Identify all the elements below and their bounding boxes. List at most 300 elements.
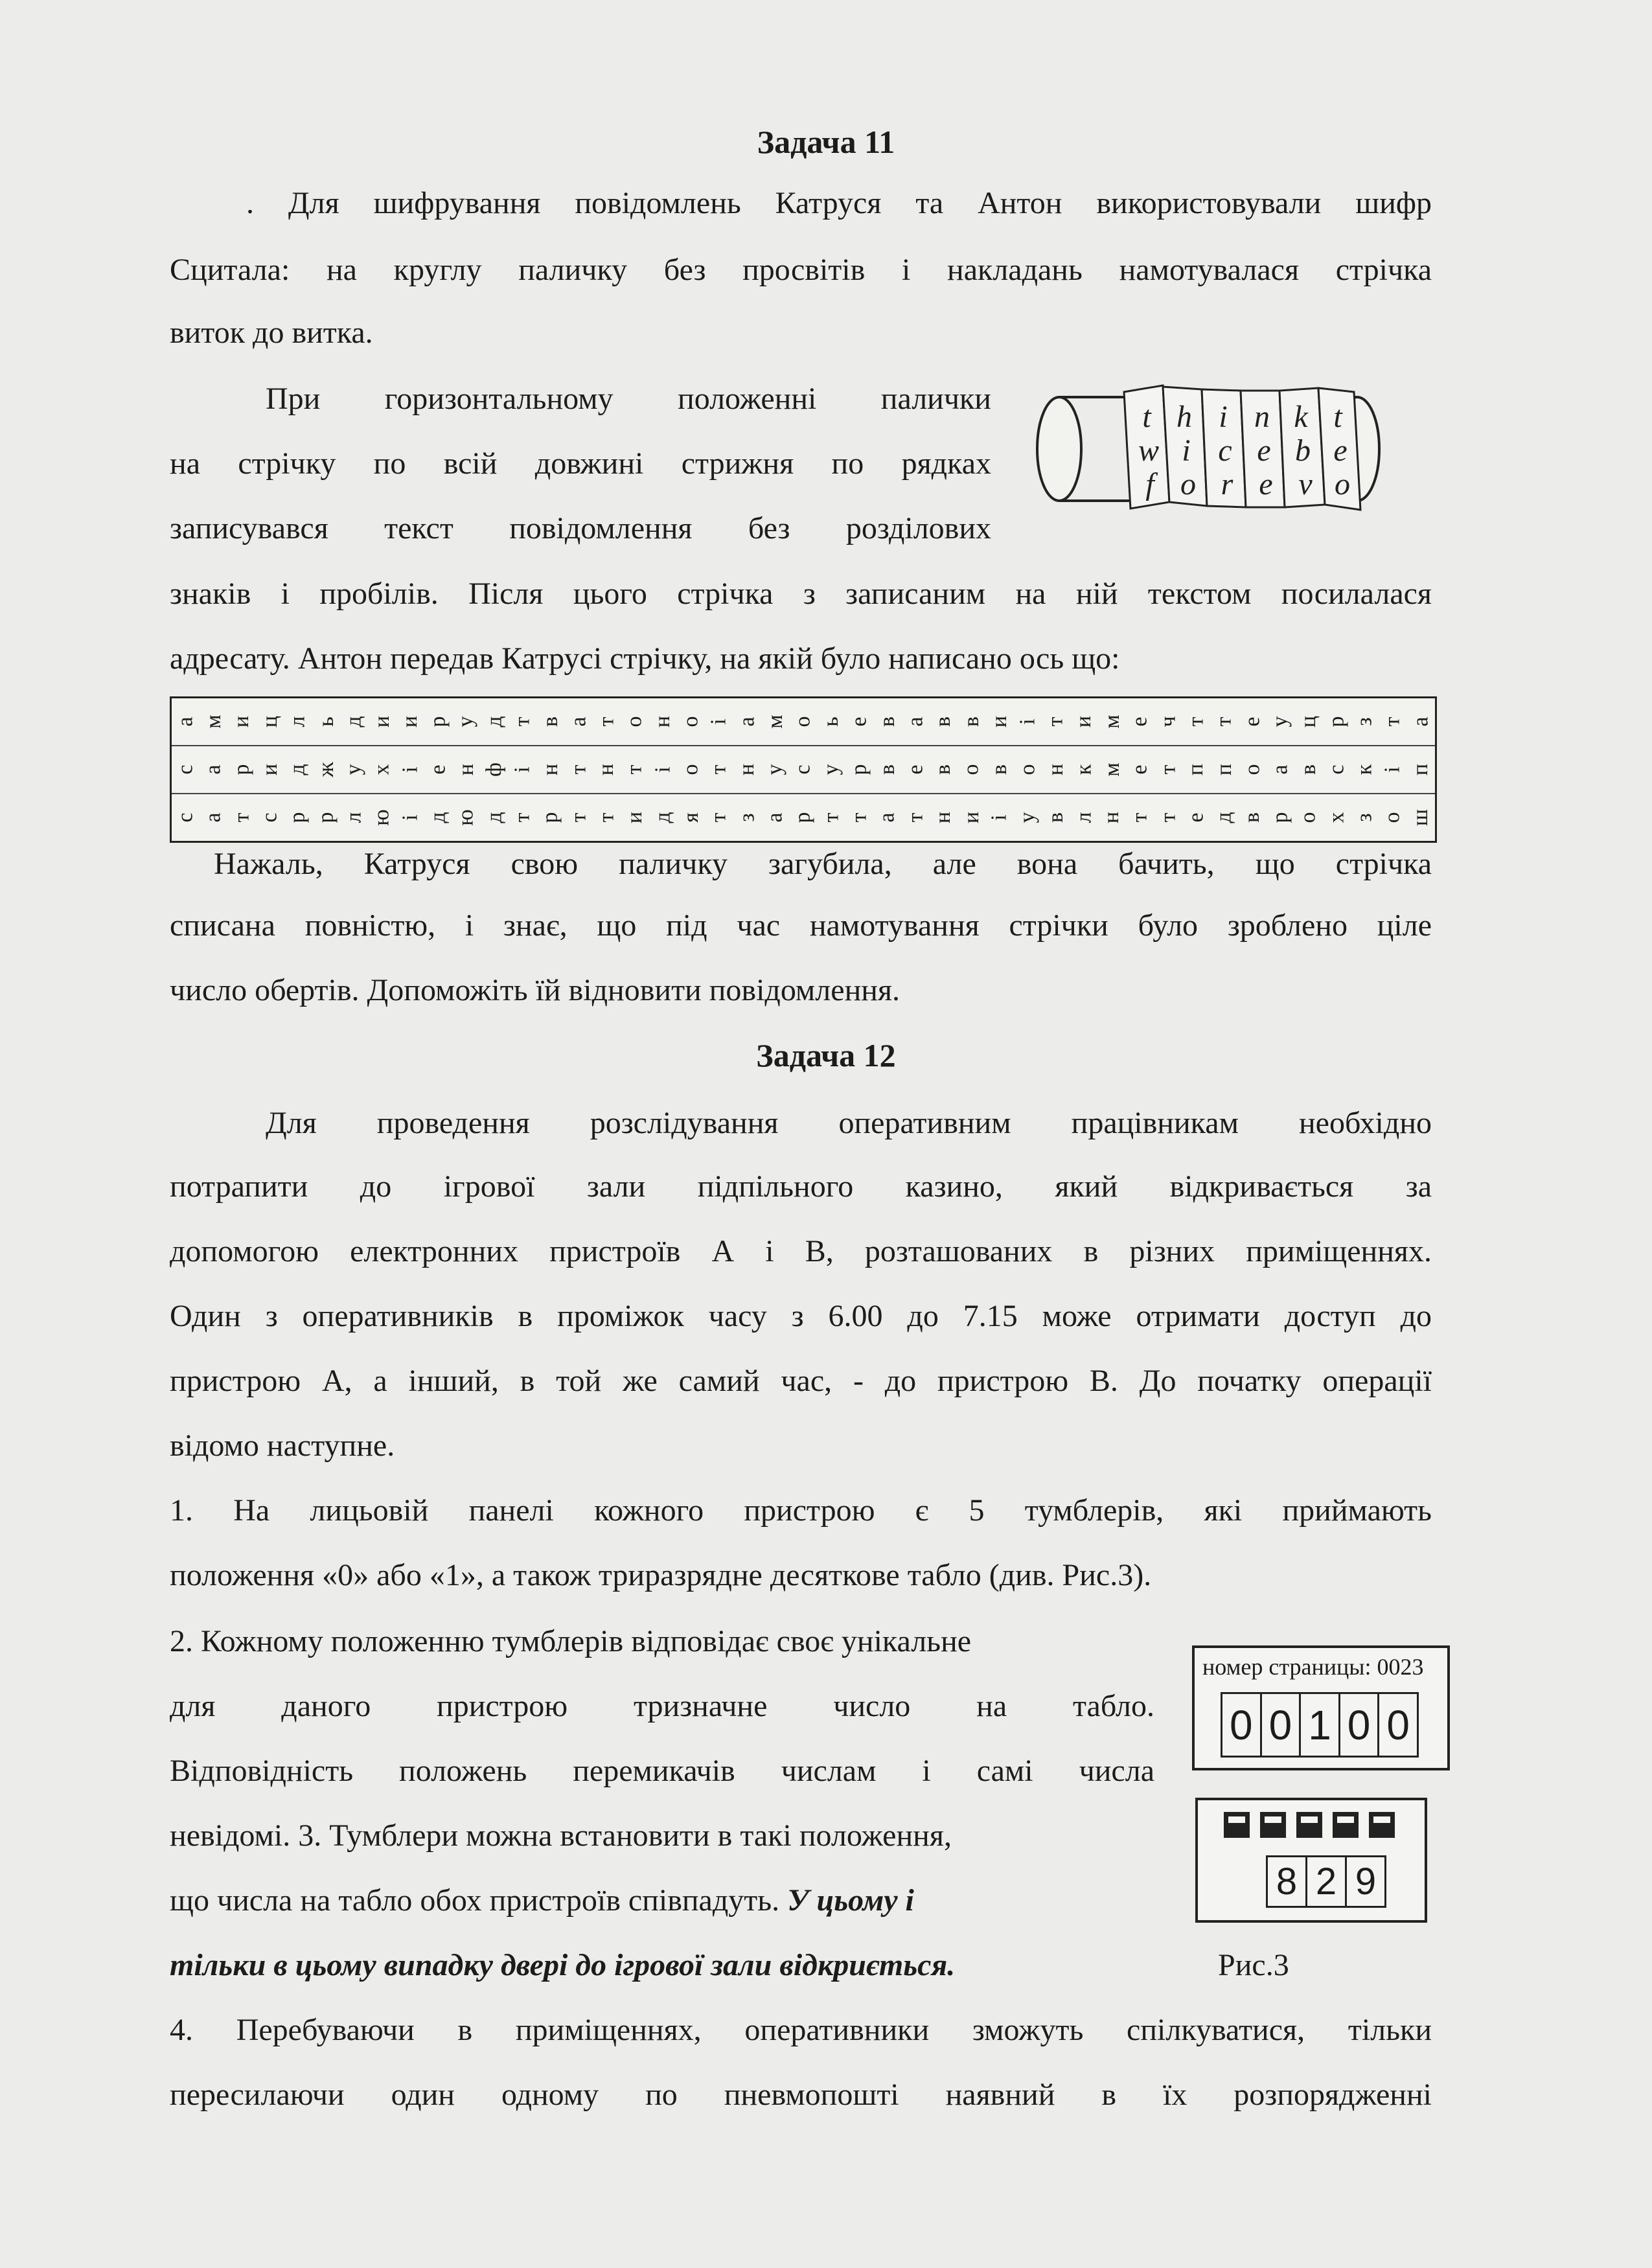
- strip-cell: [705, 746, 733, 793]
- strip-letter: т: [1156, 812, 1180, 823]
- strip-cell: [873, 698, 901, 745]
- strip-letter: р: [847, 764, 871, 775]
- text-plain: що числа на табло обох пристроїв співпадуть.: [170, 1883, 788, 1918]
- text-line: [170, 1885, 914, 1916]
- strip-cell: [509, 698, 536, 745]
- scytale-letter: w: [1138, 433, 1160, 468]
- strip-cell: [845, 746, 873, 793]
- strip-cell: [1098, 698, 1126, 745]
- strip-cell: [621, 698, 648, 745]
- strip-letter: т: [706, 812, 731, 823]
- strip-cell: [1126, 794, 1154, 841]
- strip-letter: р: [790, 812, 815, 823]
- device-display: [1266, 1855, 1386, 1908]
- strip-letter: а: [763, 812, 787, 823]
- strip-row: [172, 746, 1435, 793]
- strip-cell: [1014, 794, 1042, 841]
- strip-cell: [228, 794, 256, 841]
- strip-cell: [1098, 746, 1126, 793]
- strip-cell: [621, 794, 648, 841]
- strip-cell: [649, 698, 677, 745]
- strip-letter: о: [622, 716, 647, 727]
- text-line: адресату. Антон передав Катрусі стрічку, на якій було написано ось що:: [170, 641, 1120, 676]
- strip-letter: н: [650, 715, 675, 728]
- strip-cell: [172, 794, 200, 841]
- strip-letter: о: [678, 764, 703, 775]
- strip-cell: [845, 794, 873, 841]
- strip-cell: [284, 794, 312, 841]
- strip-letter: в: [931, 764, 956, 775]
- strip-letter: о: [790, 716, 815, 727]
- counter-digit: 0: [1340, 1694, 1380, 1756]
- strip-cell: [1042, 794, 1070, 841]
- strip-cell: [424, 698, 452, 745]
- strip-letter: к: [1352, 764, 1377, 775]
- strip-cell: [312, 746, 340, 793]
- scytale-letter: v: [1298, 467, 1313, 501]
- strip-cell: [1154, 794, 1182, 841]
- strip-letter: и: [1072, 715, 1096, 728]
- strip-cell: [1098, 794, 1126, 841]
- strip-cell: [284, 698, 312, 745]
- strip-letter: х: [369, 764, 394, 775]
- strip-letter: і: [987, 814, 1012, 821]
- scytale-letter: o: [1335, 467, 1350, 501]
- strip-cell: [986, 794, 1014, 841]
- text-line: . Для шифрування повідомлень Катруся та Антон використовували шифр: [246, 186, 1432, 220]
- text-line: пересилаючи один одному по пневмопошті наявний в їх розпорядженні: [170, 2078, 1432, 2112]
- strip-cell: [368, 746, 396, 793]
- strip-letter: в: [1240, 812, 1265, 823]
- scytale-letter: t: [1142, 400, 1151, 434]
- strip-cell: [424, 746, 452, 793]
- strip-letter: д: [341, 716, 366, 727]
- strip-letter: т: [847, 812, 871, 823]
- strip-letter: ц: [257, 715, 282, 728]
- strip-cell: [509, 746, 536, 793]
- strip-cell: [368, 698, 396, 745]
- strip-letter: у: [1015, 812, 1040, 823]
- strip-cell: [481, 746, 509, 793]
- toggle-switch[interactable]: [1333, 1812, 1359, 1838]
- strip-letter: ь: [314, 716, 338, 727]
- text-line: списана повністю, і знає, що під час намотування стрічки було зроблено ціле: [170, 908, 1432, 943]
- strip-letter: и: [257, 763, 282, 776]
- strip-letter: е: [426, 764, 450, 775]
- strip-cell: [172, 746, 200, 793]
- scytale-letter: k: [1294, 400, 1308, 434]
- strip-cell: [312, 794, 340, 841]
- strip-row: [172, 698, 1435, 745]
- strip-cell: [200, 794, 227, 841]
- scytale-drawing: [1020, 372, 1396, 521]
- counter-digit: 0: [1222, 1694, 1262, 1756]
- strip-cell: [1294, 698, 1322, 745]
- strip-letter: у: [1268, 716, 1292, 727]
- display-digit: 2: [1307, 1857, 1347, 1906]
- text-line: Сцитала: на круглу паличку без просвітів і накладань намотувалася стрічка: [170, 253, 1432, 287]
- strip-letter: и: [622, 811, 647, 824]
- strip-cell: [873, 746, 901, 793]
- strip-letter: і: [1015, 718, 1040, 725]
- strip-letter: р: [285, 812, 310, 823]
- text-line: число обертів. Допоможіть їй відновити повідомлення.: [170, 973, 901, 1007]
- strip-letter: и: [959, 811, 983, 824]
- strip-letter: д: [650, 812, 675, 823]
- figure-caption: Рис.3: [1218, 1948, 1289, 1982]
- strip-cell: [593, 794, 621, 841]
- strip-cell: [1294, 794, 1322, 841]
- text-line: відомо наступне.: [170, 1428, 395, 1463]
- scytale-illustration: [1020, 372, 1396, 521]
- strip-letter: т: [594, 716, 619, 727]
- strip-cell: [565, 698, 593, 745]
- strip-letter: і: [398, 766, 422, 773]
- strip-letter: н: [931, 811, 956, 824]
- strip-letter: у: [763, 764, 787, 775]
- task12-title: Задача 12: [756, 1037, 896, 1073]
- strip-letter: о: [678, 716, 703, 727]
- strip-cell: [1406, 794, 1434, 841]
- strip-letter: л: [341, 812, 366, 823]
- strip-cell: [256, 698, 284, 745]
- strip-cell: [1014, 698, 1042, 745]
- text-line: При горизонтальному положенні палички: [266, 382, 991, 416]
- strip-letter: р: [229, 764, 254, 775]
- strip-letter: т: [1043, 716, 1068, 727]
- strip-letter: т: [1184, 716, 1208, 727]
- strip-cell: [649, 794, 677, 841]
- strip-letter: у: [453, 716, 478, 727]
- strip-letter: т: [1156, 764, 1180, 775]
- strip-cell: [200, 746, 227, 793]
- strip-cell: [509, 794, 536, 841]
- strip-cell: [1322, 746, 1350, 793]
- strip-letter: п: [1211, 763, 1236, 776]
- strip-letter: н: [453, 763, 478, 776]
- strip-cell: [958, 746, 985, 793]
- display-digit: 9: [1355, 1861, 1377, 1903]
- strip-letter: в: [1043, 812, 1068, 823]
- scytale-letter: i: [1219, 400, 1228, 434]
- strip-letter: в: [1296, 764, 1320, 775]
- strip-letter: н: [538, 763, 562, 776]
- strip-letter: т: [622, 764, 647, 775]
- strip-letter: н: [735, 763, 759, 776]
- strip-letter: м: [763, 715, 787, 729]
- strip-cell: [930, 746, 958, 793]
- strip-cell: [1406, 746, 1434, 793]
- strip-cell: [986, 746, 1014, 793]
- strip-cell: [1210, 746, 1238, 793]
- strip-cell: [1379, 746, 1406, 793]
- strip-letter: я: [678, 812, 703, 823]
- strip-letter: м: [201, 715, 225, 729]
- scytale-letter: b: [1295, 433, 1311, 468]
- strip-cell: [396, 794, 424, 841]
- strip-letter: р: [538, 812, 562, 823]
- strip-cell: [565, 794, 593, 841]
- strip-letter: и: [229, 715, 254, 728]
- strip-letter: е: [1127, 764, 1152, 775]
- scytale-letter: f: [1145, 467, 1154, 501]
- text-line: Відповідність положень перемикачів числам і самі числа: [170, 1754, 1154, 1788]
- strip-letter: д: [482, 716, 507, 727]
- strip-cell: [705, 698, 733, 745]
- strip-letter: е: [1240, 716, 1265, 727]
- strip-cell: [1379, 698, 1406, 745]
- strip-cell: [593, 746, 621, 793]
- strip-cell: [1126, 698, 1154, 745]
- strip-cell: [1351, 698, 1379, 745]
- strip-cell: [1322, 794, 1350, 841]
- strip-letter: т: [566, 764, 591, 775]
- strip-cell: [1126, 746, 1154, 793]
- strip-cell: [733, 746, 761, 793]
- strip-cell: [1154, 746, 1182, 793]
- strip-letter: а: [173, 716, 198, 727]
- text-line: пристрою А, а інший, в той же самий час, - до пристрою В. До початку операції: [170, 1364, 1432, 1398]
- text-line: виток до витка.: [170, 315, 373, 350]
- strip-cell: [481, 698, 509, 745]
- strip-letter: в: [931, 716, 956, 727]
- strip-cell: [228, 746, 256, 793]
- strip-cell: [1379, 794, 1406, 841]
- scytale-letter: e: [1333, 433, 1348, 468]
- strip-cell: [312, 698, 340, 745]
- strip-cell: [761, 698, 789, 745]
- scytale-letter: i: [1182, 433, 1191, 468]
- strip-letter: п: [1184, 763, 1208, 776]
- strip-letter: с: [173, 764, 198, 775]
- strip-cell: [930, 698, 958, 745]
- strip-letter: о: [1296, 812, 1320, 823]
- strip-cell: [1042, 698, 1070, 745]
- strip-cell: [1238, 746, 1266, 793]
- strip-letter: н: [594, 763, 619, 776]
- strip-cell: [1322, 698, 1350, 745]
- strip-cell: [902, 698, 930, 745]
- text-line: Нажаль, Катруся свою паличку загубила, але вона бачить, що стрічка: [214, 847, 1432, 881]
- strip-letter: р: [1268, 812, 1292, 823]
- strip-cell: [789, 698, 817, 745]
- text-line: знаків і пробілів. Після цього стрічка з записаним на ній текстом посилалася: [170, 577, 1432, 611]
- strip-cell: [1070, 698, 1098, 745]
- strip-cell: [228, 698, 256, 745]
- strip-letter: о: [1015, 764, 1040, 775]
- task11-title: Задача 11: [757, 124, 895, 160]
- toggle-switch[interactable]: [1296, 1812, 1322, 1838]
- text-line: на стрічку по всій довжині стрижня по рядках: [170, 446, 991, 481]
- strip-letter: т: [510, 812, 534, 823]
- display-digit: 8: [1268, 1857, 1307, 1906]
- strip-cell: [1070, 746, 1098, 793]
- strip-letter: а: [1408, 716, 1433, 727]
- scytale-letter: c: [1218, 433, 1232, 468]
- strip-letter: о: [1380, 812, 1405, 823]
- strip-cell: [1042, 746, 1070, 793]
- strip-cell: [1351, 794, 1379, 841]
- strip-cell: [902, 794, 930, 841]
- strip-cell: [649, 746, 677, 793]
- toggle-switch[interactable]: [1224, 1812, 1250, 1838]
- strip-cell: [340, 698, 368, 745]
- strip-cell: [761, 794, 789, 841]
- strip-letter: у: [341, 764, 366, 775]
- strip-letter: т: [510, 716, 534, 727]
- strip-letter: е: [847, 716, 871, 727]
- strip-letter: а: [903, 716, 928, 727]
- strip-letter: а: [201, 764, 225, 775]
- text-line: положення «0» або «1», а також триразрядне десяткове табло (див. Рис.3).: [170, 1558, 1152, 1592]
- strip-cell: [396, 698, 424, 745]
- text-line: допомогою електронних пристроїв А і В, розташованих в різних приміщеннях.: [170, 1234, 1432, 1268]
- strip-letter: с: [173, 812, 198, 823]
- strip-letter: т: [1380, 716, 1405, 727]
- counter-digit: 1: [1301, 1694, 1340, 1756]
- strip-letter: ш: [1408, 808, 1433, 827]
- strip-cell: [1182, 698, 1210, 745]
- strip-letter: р: [426, 716, 450, 727]
- strip-letter: м: [1099, 715, 1124, 729]
- strip-letter: а: [201, 812, 225, 823]
- strip-cell: [200, 698, 227, 745]
- strip-cell: [902, 746, 930, 793]
- strip-letter: н: [1043, 763, 1068, 776]
- strip-cell: [733, 698, 761, 745]
- strip-letter: е: [903, 764, 928, 775]
- strip-letter: т: [706, 764, 731, 775]
- strip-letter: з: [1352, 717, 1377, 726]
- strip-letter: ь: [819, 716, 843, 727]
- strip-cell: [536, 698, 564, 745]
- text-line: Для проведення розслідування оперативним працівникам необхідно: [266, 1106, 1432, 1140]
- strip-letter: и: [987, 715, 1012, 728]
- strip-letter: д: [426, 812, 450, 823]
- strip-cell: [789, 746, 817, 793]
- strip-cell: [818, 698, 845, 745]
- page-counter-display: [1221, 1692, 1419, 1758]
- strip-cell: [368, 794, 396, 841]
- strip-letter: о: [1240, 764, 1265, 775]
- strip-cell: [452, 698, 480, 745]
- strip-cell: [536, 794, 564, 841]
- strip-cell: [1014, 746, 1042, 793]
- strip-letter: в: [987, 764, 1012, 775]
- strip-letter: л: [1072, 812, 1096, 823]
- strip-cell: [761, 746, 789, 793]
- strip-cell: [284, 746, 312, 793]
- strip-letter: з: [1352, 813, 1377, 822]
- strip-letter: м: [1099, 762, 1124, 777]
- strip-letter: в: [538, 716, 562, 727]
- strip-cell: [340, 746, 368, 793]
- strip-cell: [593, 698, 621, 745]
- strip-letter: д: [482, 812, 507, 823]
- strip-cell: [424, 794, 452, 841]
- text-line: потрапити до ігрової зали підпільного казино, який відкривається за: [170, 1169, 1432, 1204]
- strip-cell: [986, 698, 1014, 745]
- strip-cell: [256, 794, 284, 841]
- text-line: 1. На лицьовій панелі кожного пристрою є 5 тумблерів, які приймають: [170, 1493, 1432, 1528]
- strip-letter: р: [314, 812, 338, 823]
- strip-letter: н: [1099, 811, 1124, 824]
- strip-letter: е: [1127, 716, 1152, 727]
- strip-letter: а: [875, 812, 899, 823]
- counter-digit: 0: [1262, 1694, 1302, 1756]
- text-line: 4. Перебуваючи в приміщеннях, оперативники зможуть спілкуватися, тільки: [170, 2013, 1432, 2047]
- cipher-strip: [170, 696, 1437, 843]
- strip-cell: [818, 746, 845, 793]
- strip-cell: [1267, 746, 1294, 793]
- toggle-switch[interactable]: [1260, 1812, 1286, 1838]
- strip-letter: і: [650, 766, 675, 773]
- strip-letter: с: [1324, 764, 1349, 775]
- strip-cell: [677, 698, 705, 745]
- strip-cell: [930, 794, 958, 841]
- strip-letter: п: [1408, 763, 1433, 776]
- strip-cell: [621, 746, 648, 793]
- strip-letter: в: [959, 716, 983, 727]
- strip-letter: ф: [482, 762, 507, 777]
- toggle-switch[interactable]: [1369, 1812, 1395, 1838]
- strip-letter: т: [229, 812, 254, 823]
- device-panel: [1195, 1798, 1427, 1923]
- strip-letter: і: [398, 814, 422, 821]
- strip-letter: к: [1072, 764, 1096, 775]
- strip-letter: т: [903, 812, 928, 823]
- text-line: Один з оперативників в проміжок часу з 6.00 до 7.15 може отримати доступ до: [170, 1299, 1432, 1333]
- strip-cell: [536, 746, 564, 793]
- strip-letter: і: [1380, 766, 1405, 773]
- strip-cell: [705, 794, 733, 841]
- strip-cell: [677, 746, 705, 793]
- strip-row: [172, 794, 1435, 841]
- strip-letter: т: [819, 812, 843, 823]
- strip-cell: [1351, 746, 1379, 793]
- strip-letter: и: [369, 715, 394, 728]
- strip-cell: [958, 794, 985, 841]
- strip-letter: т: [566, 812, 591, 823]
- strip-cell: [256, 746, 284, 793]
- strip-letter: р: [1324, 716, 1349, 727]
- strip-cell: [1154, 698, 1182, 745]
- strip-letter: ю: [369, 809, 394, 826]
- scytale-letter: n: [1254, 400, 1270, 434]
- strip-cell: [1238, 794, 1266, 841]
- scytale-letter: t: [1333, 400, 1342, 434]
- text-emphasis-line: тільки в цьому випадку двері до ігрової зали відкриється.: [170, 1948, 956, 1982]
- strip-cell: [1238, 698, 1266, 745]
- strip-cell: [452, 794, 480, 841]
- text-line: невідомі. 3. Тумблери можна встановити в такі положення,: [170, 1818, 952, 1853]
- counter-digit: 0: [1386, 1701, 1410, 1748]
- strip-cell: [340, 794, 368, 841]
- strip-letter: в: [875, 716, 899, 727]
- scytale-letter: h: [1176, 400, 1192, 434]
- page-counter-label: номер страницы: 0023: [1202, 1654, 1424, 1680]
- strip-cell: [1210, 794, 1238, 841]
- strip-letter: ч: [1156, 716, 1180, 727]
- strip-cell: [873, 794, 901, 841]
- strip-cell: [1210, 698, 1238, 745]
- strip-letter: л: [285, 716, 310, 727]
- scytale-letter: e: [1259, 467, 1273, 501]
- strip-letter: д: [1211, 812, 1236, 823]
- strip-letter: о: [959, 764, 983, 775]
- strip-letter: т: [1211, 716, 1236, 727]
- text-line: записувався текст повідомлення без розділових: [170, 511, 991, 545]
